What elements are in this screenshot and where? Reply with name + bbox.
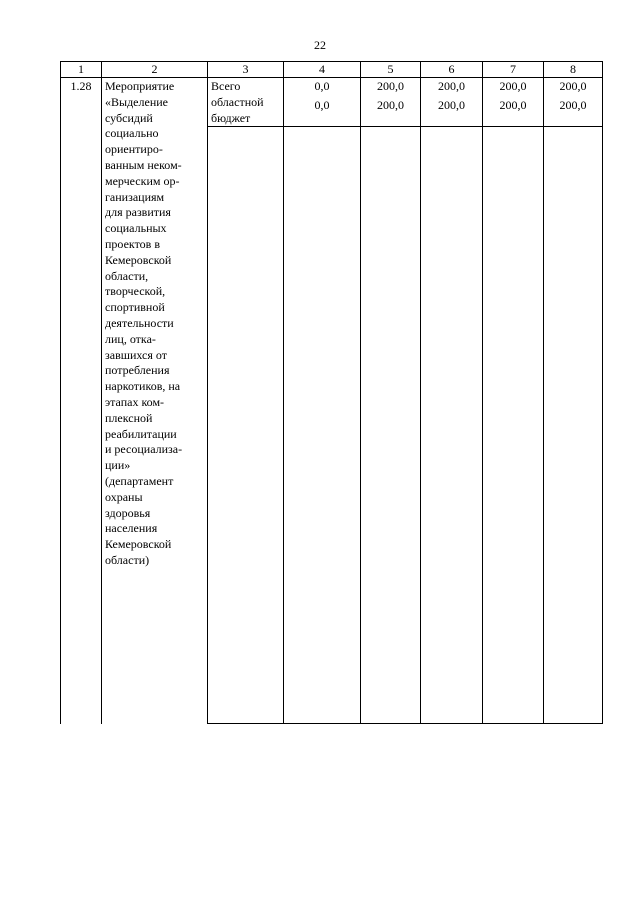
filler-cell — [483, 127, 544, 724]
regional-col-5: 200,0 — [361, 95, 421, 127]
table-header-row — [61, 62, 603, 78]
page-number: 22 — [314, 38, 326, 52]
header-col-8: 8 — [544, 62, 603, 78]
total-col-4: 0,0 — [284, 78, 361, 95]
source-total-label: Всего — [208, 78, 284, 95]
filler-cell — [208, 127, 284, 724]
table-row-total — [61, 78, 603, 95]
regional-col-4: 0,0 — [284, 95, 361, 127]
total-col-7: 200,0 — [483, 78, 544, 95]
regional-col-6: 200,0 — [421, 95, 483, 127]
header-col-5: 5 — [361, 62, 421, 78]
filler-cell — [421, 127, 483, 724]
row-index: 1.28 — [61, 78, 102, 724]
total-col-5: 200,0 — [361, 78, 421, 95]
regional-col-7: 200,0 — [483, 95, 544, 127]
regional-col-8: 200,0 — [544, 95, 603, 127]
header-col-6: 6 — [421, 62, 483, 78]
header-col-1: 1 — [61, 62, 102, 78]
source-regional-label: областной бюджет — [208, 95, 284, 127]
row-description: Мероприятие «Выделение субсидий социально ориентиро- ванным неком- мерческим ор- ганизациям для развития социальных проектов в Кемеровской области, творческой, спортивной деятельности лиц, отка- завшихся от потребления наркотиков, на этапах ком- плексной реабилитации и ресоциализа- ции» (департамент охраны здоровья населения Кемеровской области) — [102, 78, 208, 724]
header-col-7: 7 — [483, 62, 544, 78]
header-col-4: 4 — [284, 62, 361, 78]
filler-cell — [284, 127, 361, 724]
program-table — [60, 61, 603, 724]
filler-cell — [361, 127, 421, 724]
total-col-6: 200,0 — [421, 78, 483, 95]
header-col-3: 3 — [208, 62, 284, 78]
filler-cell — [544, 127, 603, 724]
header-col-2: 2 — [102, 62, 208, 78]
total-col-8: 200,0 — [544, 78, 603, 95]
